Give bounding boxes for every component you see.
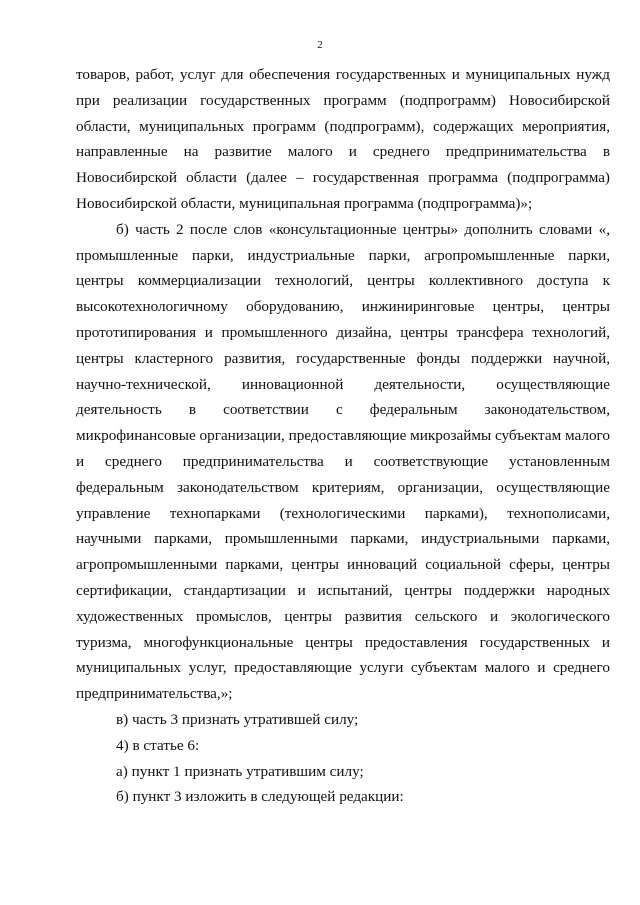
paragraph-continuation: товаров, работ, услуг для обеспечения государственных и муниципальных нужд при реализации государственных программ (подпрограмм) Новосибирской области, муниципальных программ (подпрограмм), содержащих мероприятия, направленные на развитие малого и среднего предпринимательства в Новосибирской области (далее – государственная программа (подпрограмма) Новосибирской области, муниципальная программа (подпрограмма)»;	[76, 66, 610, 212]
paragraph-item-a-point-1: а) пункт 1 признать утратившим силу;	[116, 762, 364, 780]
paragraph-item-v-part-3: в) часть 3 признать утратившей силу;	[116, 710, 359, 728]
paragraph-item-b-point-3: б) пункт 3 изложить в следующей редакции:	[116, 788, 404, 806]
document-body	[76, 62, 610, 810]
paragraph-item-4-article-6: 4) в статье 6:	[116, 736, 200, 754]
paragraph-item-b-part-2: б) часть 2 после слов «консультационные центры» дополнить словами «, промышленные парки, индустриальные парки, агропромышленные парки, центры коммерциализации технологий, центры коллективного доступа к высокотехнологичному оборудованию, инжиниринговые центры, центры прототипирования и промышленного дизайна, центры трансфера технологий, центры кластерного развития, государственные фонды поддержки научной, научно-технической, инновационной деятельности, осуществляющие деятельность в соответствии с федеральным законодательством, микрофинансовые организации, предоставляющие микрозаймы субъектам малого и среднего предпринимательства и соответствующие установленным федеральным законодательством критериям, организации, осуществляющие управление технопарками (технологическими парками), технополисами, научными парками, промышленными парками, индустриальными парками, агропромышленными парками, центры инноваций социальной сферы, центры сертификации, стандартизации и испытаний, центры поддержки народных художественных промыслов, центры развития сельского и экологического туризма, многофункциональные центры предоставления государственных и муниципальных услуг, предоставляющие услуги субъектам малого и среднего предпринимательства,»;	[76, 220, 610, 703]
page-number: 2	[317, 39, 323, 51]
